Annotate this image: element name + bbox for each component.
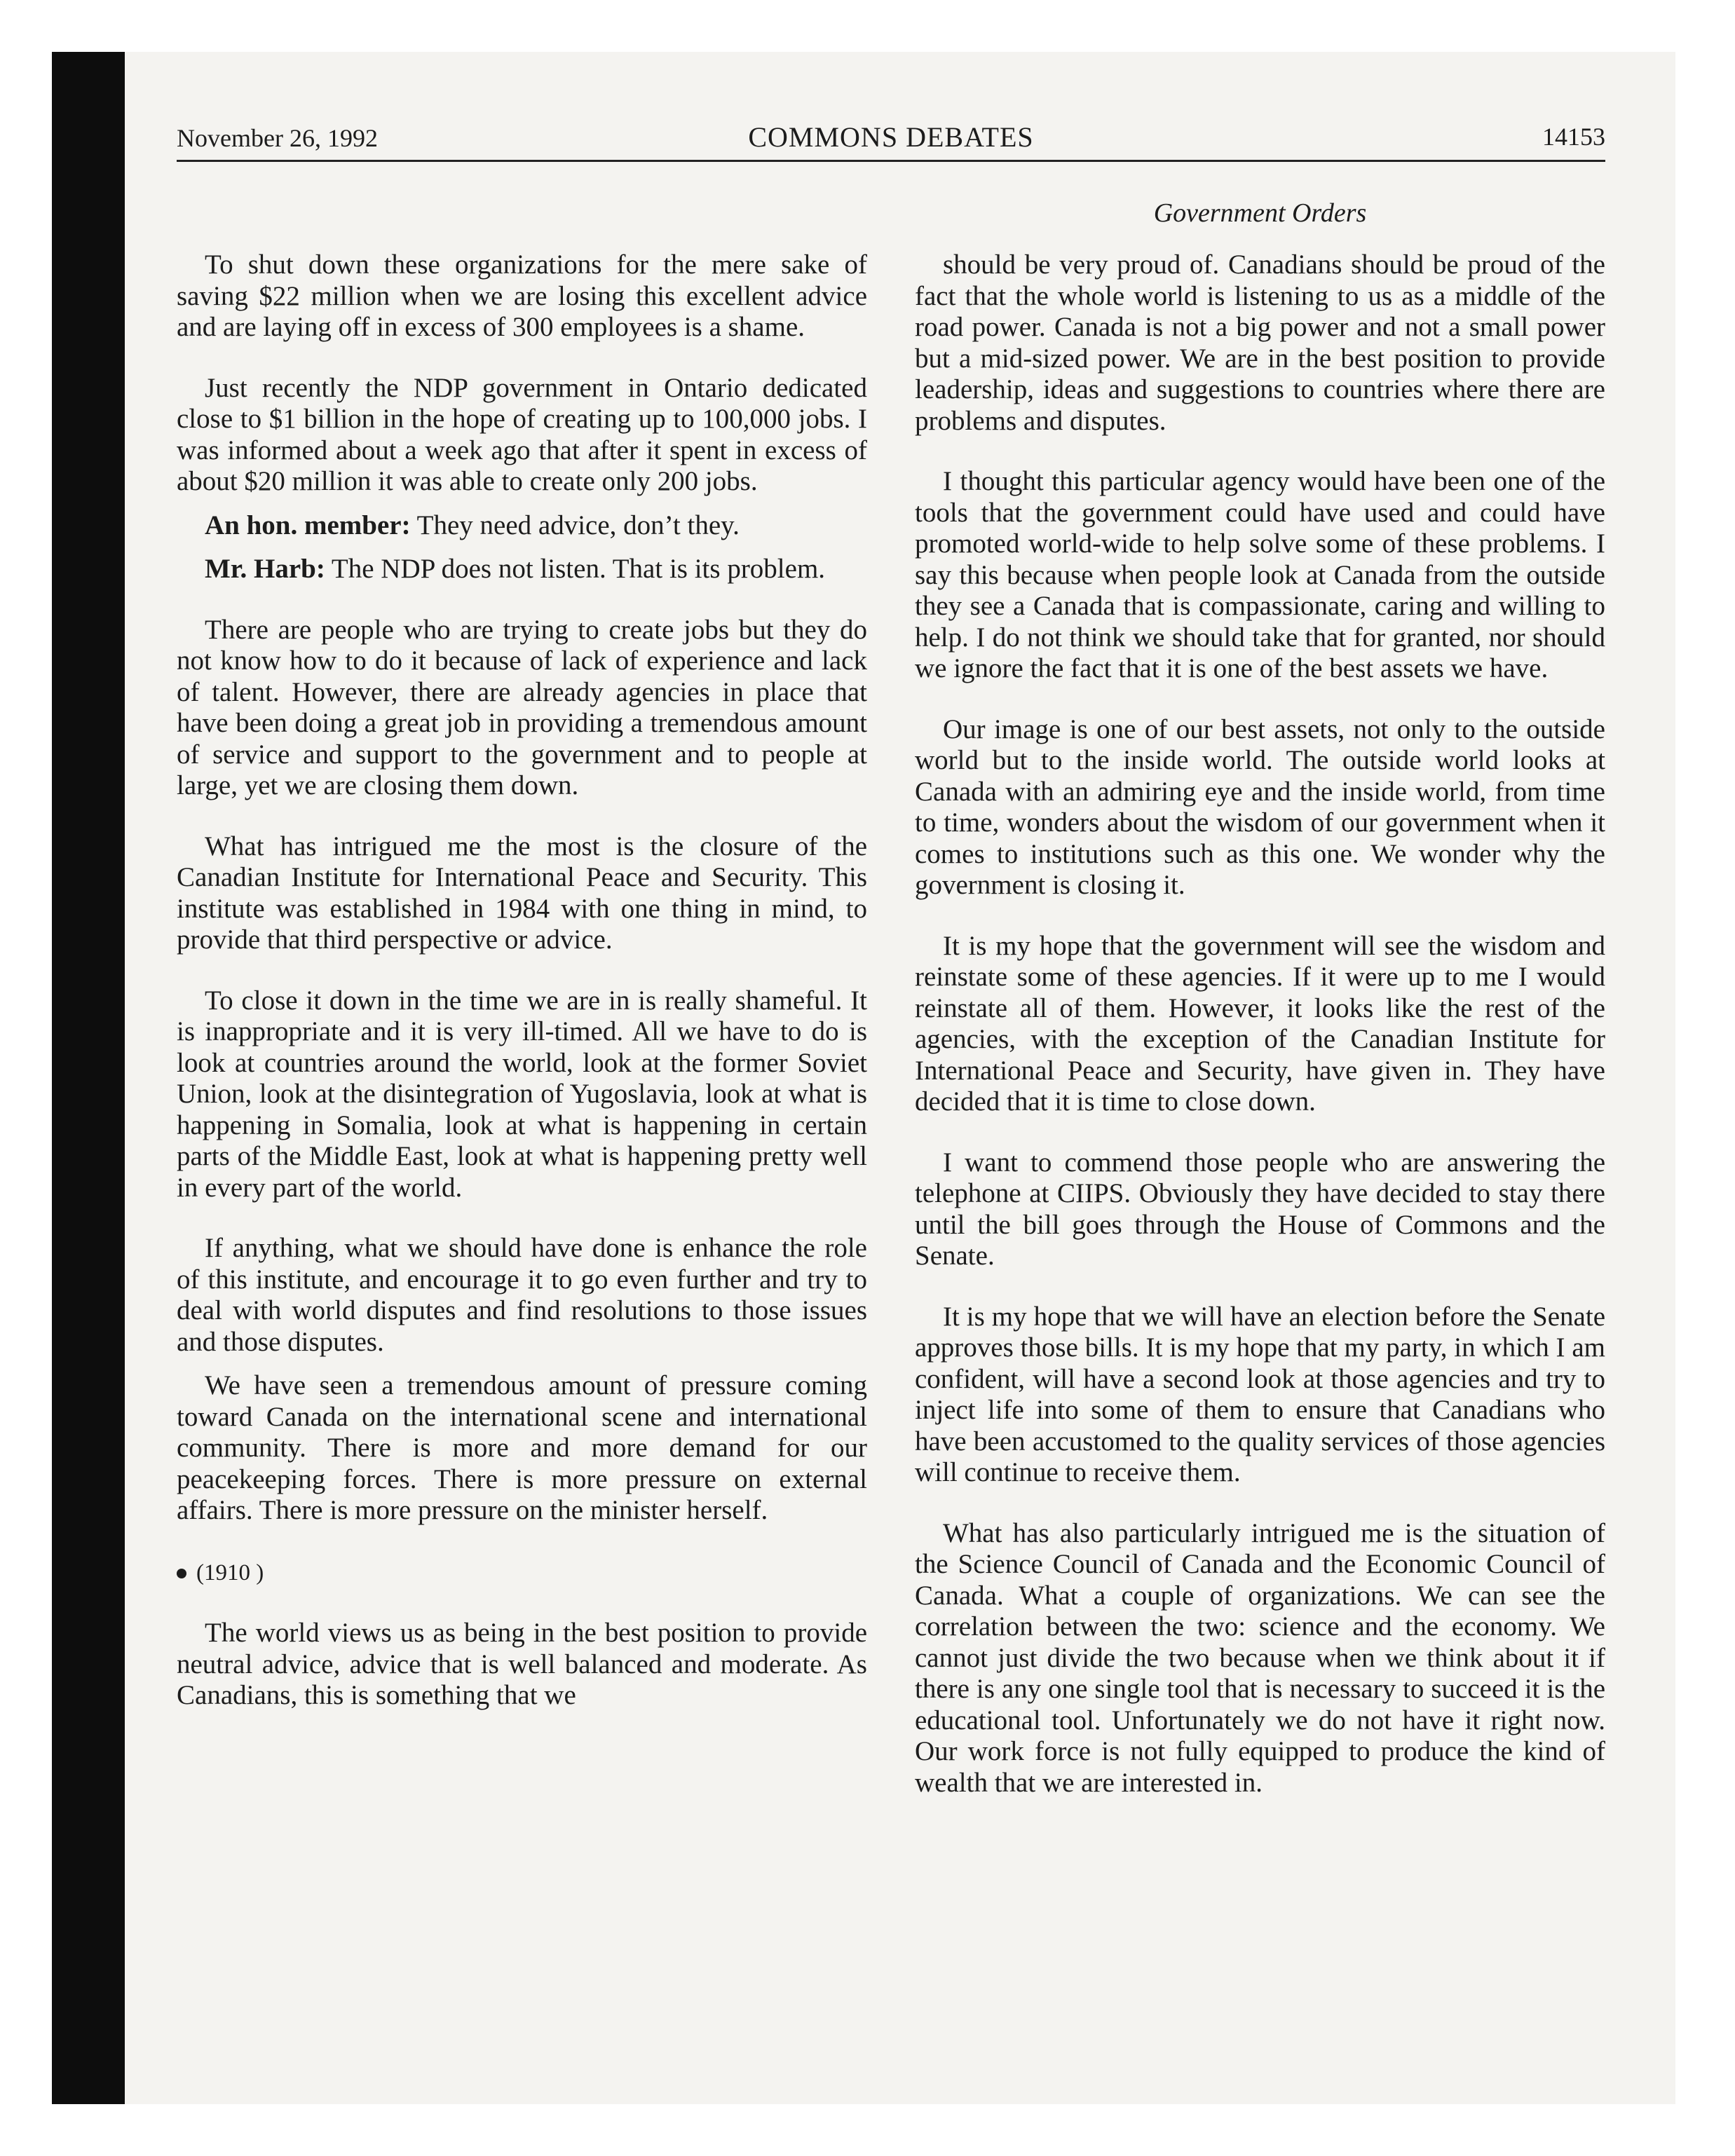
header-date: November 26, 1992 (177, 124, 378, 152)
paragraph: There are people who are trying to create jobs but they do not know how to do it because of lack of experience and lack of talent. However, there are already agencies in place that have been doing a great job in providing a tremendous amount of service and support to the government and to people at large, yet we are closing them down. (177, 614, 867, 800)
interjection (177, 510, 867, 542)
paragraph: should be very proud of. Canadians should be proud of the fact that the whole world is listening to us as a middle of the road power. Canada is not a big power and not a small power but a mid-sized power. We are in the best position to provide leadership, ideas and suggestions to countries where there are problems and disputes. (915, 250, 1605, 436)
bullet-icon (177, 1569, 186, 1578)
page-header (177, 118, 1605, 160)
speech (177, 554, 867, 585)
paragraph: If anything, what we should have done is enhance the role of this institute, and encourage it to go even further and try to deal with world disputes and find resolutions to those issues and those disputes. (177, 1233, 867, 1357)
left-column (177, 250, 867, 1741)
header-rule (177, 160, 1605, 162)
speech-text: They need advice, don’t they. (416, 510, 740, 540)
speech-text: The NDP does not listen. That is its problem. (331, 554, 826, 584)
paragraph: What has intrigued me the most is the closure of the Canadian Institute for International Peace and Security. This institute was established in 1984 with one thing in mind, to provide that third perspective or advice. (177, 831, 867, 955)
paragraph: It is my hope that we will have an election before the Senate approves those bills. It is my hope that my party, in which I am confident, will have a second look at those agencies and try to inject life into some of them to ensure that Canadians who have been accustomed to the quality services of those agencies will continue to receive them. (915, 1301, 1605, 1487)
speaker-name: Mr. Harb: (205, 554, 325, 584)
paragraph: To shut down these organizations for the mere sake of saving $22 million when we are losing this excellent advice and are laying off in excess of 300 employees is a shame. (177, 250, 867, 342)
header-title: COMMONS DEBATES (748, 121, 1034, 153)
paragraph: It is my hope that the government will see the wisdom and reinstate some of these agencies. If it were up to me I would reinstate all of them. However, it looks like the rest of the agencies, with the exception of the Canadian Institute for International Peace and Security, have given in. They have decided that it is time to close down. (915, 930, 1605, 1117)
paragraph: What has also particularly intrigued me is the situation of the Science Council of Canada and the Economic Council of Canada. What a couple of organizations. We can see the correlation between the two: science and the economy. We cannot just divide the two because when we think about it if there is any one single tool that is necessary to succeed it is the educational tool. Unfortunately we do not have it right now. Our work force is not fully equipped to produce the kind of wealth that we are interested in. (915, 1517, 1605, 1798)
paragraph: To close it down in the time we are in is really shameful. It is inappropriate and it is very ill-timed. All we have to do is look at countries around the world, look at the former Soviet Union, look at the disintegration of Yugoslavia, look at what is happening in Somalia, look at what is happening in certain parts of the Middle East, look at what is happening pretty well in every part of the world. (177, 985, 867, 1203)
paragraph: We have seen a tremendous amount of pressure coming toward Canada on the international scene and international community. There is more and more demand for our peacekeeping forces. There is more pressure on external affairs. There is more pressure on the minister herself. (177, 1370, 867, 1525)
paragraph: Our image is one of our best assets, not only to the outside world but to the inside world. The outside world looks at Canada with an admiring eye and the inside world, from time to time, wonders about the wisdom of our government when it comes to institutions such as this one. We wonder why the government is closing it. (915, 714, 1605, 900)
section-title: Government Orders (1153, 198, 1367, 228)
paragraph: Just recently the NDP government in Ontario dedicated close to $1 billion in the hope of creating up to 100,000 jobs. I was informed about a week ago that after it spent in excess of about $20 million it was able to create only 200 jobs. (177, 372, 867, 496)
page-number: 14153 (1542, 123, 1605, 151)
time-marker-text: (1910 ) (196, 1560, 264, 1585)
time-marker (177, 1556, 867, 1589)
paragraph: I thought this particular agency would have been one of the tools that the government could have used and could have promoted world-wide to help solve some of these problems. I say this because when people look at Canada from the outside they see a Canada that is compassionate, caring and willing to help. I do not think we should take that for granted, nor should we ignore the fact that it is one of the best assets we have. (915, 466, 1605, 683)
binding-shadow (52, 52, 125, 2104)
paragraph: I want to commend those people who are answering the telephone at CIIPS. Obviously they have decided to stay there until the bill goes through the House of Commons and the Senate. (915, 1147, 1605, 1271)
right-column (915, 250, 1605, 1828)
paragraph: The world views us as being in the best position to provide neutral advice, advice that is well balanced and moderate. As Canadians, this is something that we (177, 1618, 867, 1710)
speaker-name: An hon. member: (205, 510, 411, 540)
